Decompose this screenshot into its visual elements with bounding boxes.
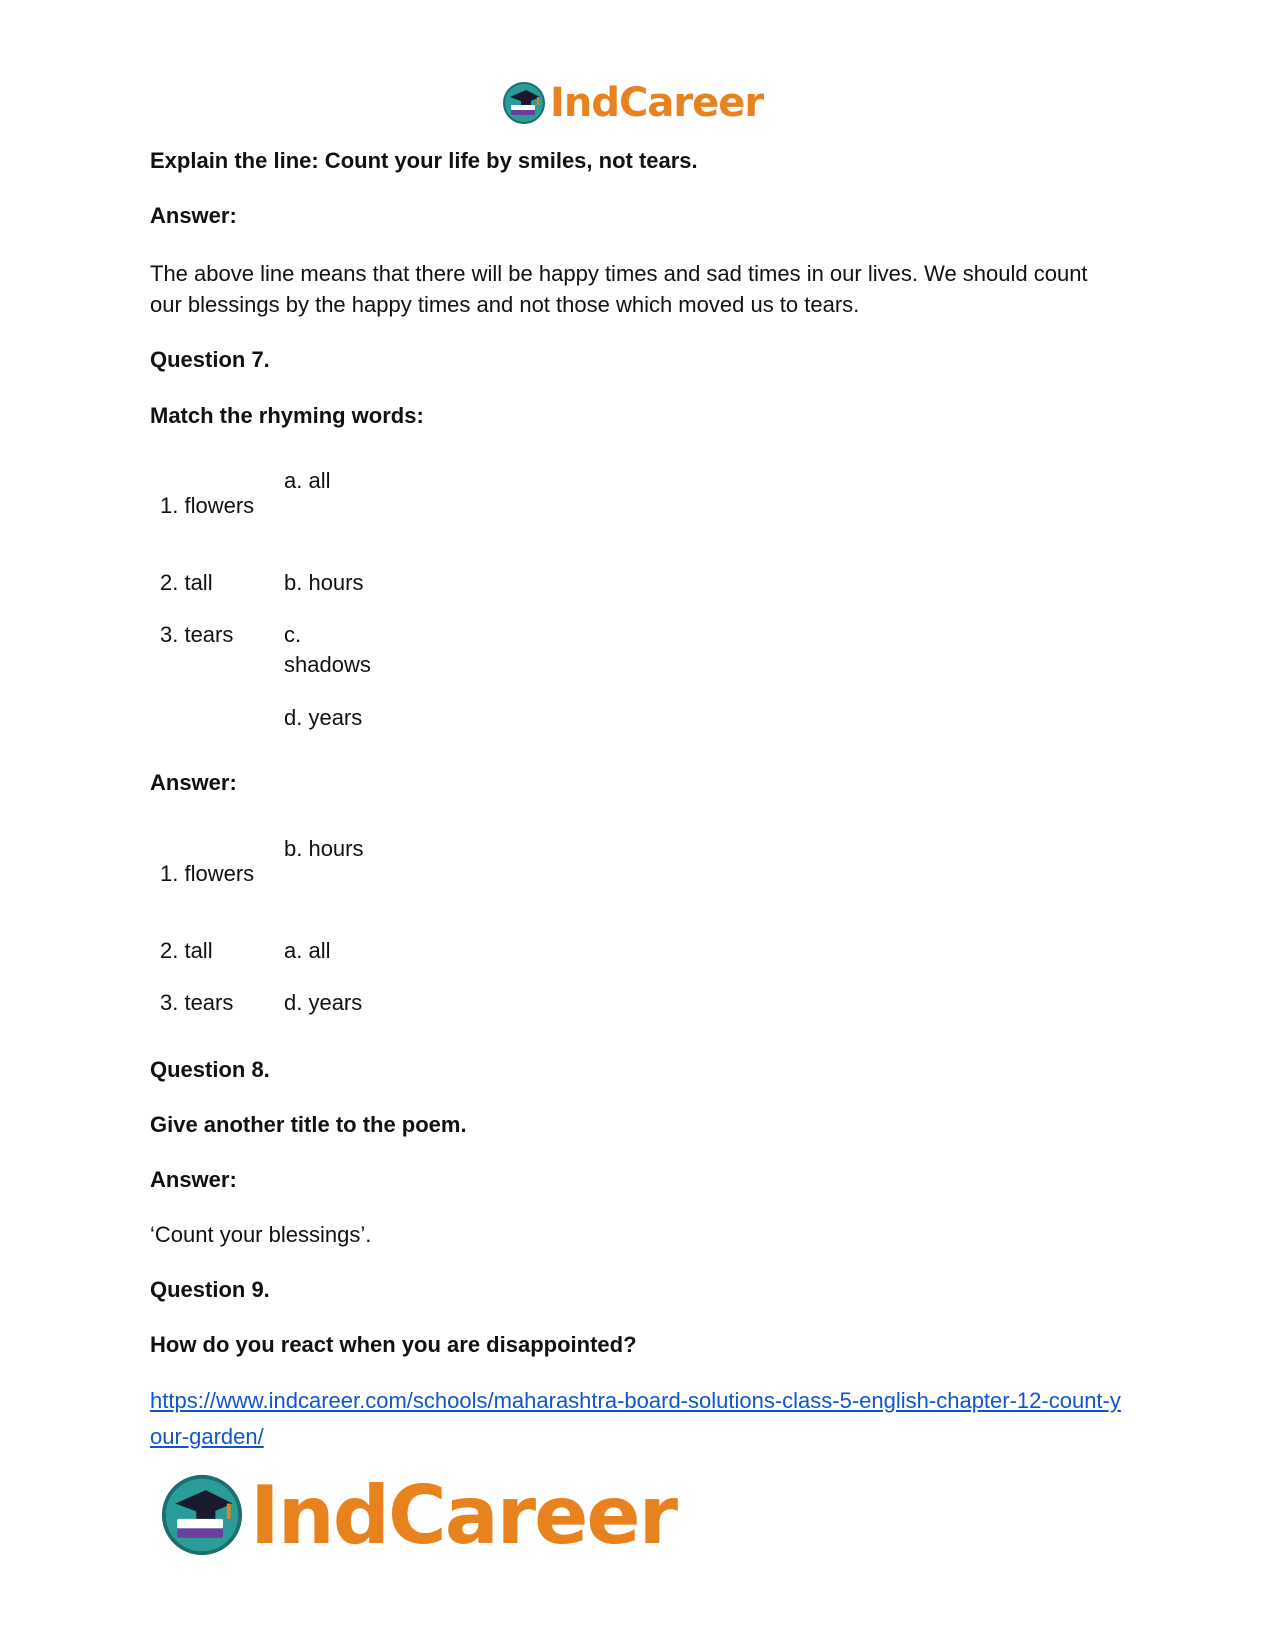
- table-cell: b. hours: [284, 570, 364, 595]
- header-logo: [502, 78, 763, 128]
- source-link[interactable]: https://www.indcareer.com/schools/maharashtra-board-solutions-class-5-english-chapter-12-count-your-garden/: [150, 1388, 1121, 1449]
- table-cell: 2. tall: [160, 938, 213, 963]
- question-prompt: Match the rhyming words:: [150, 403, 424, 428]
- table-cell: 2. tall: [160, 570, 213, 595]
- graduation-cap-book-icon: [160, 1473, 244, 1557]
- table-cell: a. all: [284, 938, 331, 963]
- graduation-cap-book-icon: [502, 81, 546, 125]
- question-prompt: How do you react when you are disappointed?: [150, 1332, 637, 1357]
- answer-text: ‘Count your blessings’.: [150, 1222, 372, 1247]
- answer-label: Answer:: [150, 770, 237, 795]
- logo-text: IndCareer: [550, 80, 764, 126]
- table-cell: 3. tears: [160, 990, 234, 1015]
- table-cell: d. years: [284, 705, 363, 730]
- question-prompt: Give another title to the poem.: [150, 1112, 467, 1137]
- logo-text: IndCareer: [250, 1468, 677, 1562]
- question-prompt: Explain the line: Count your life by smiles, not tears.: [150, 148, 698, 173]
- answer-text: The above line means that there will be happy times and sad times in our lives. We should count our blessings by the happy times and not those which moved us to tears.: [150, 261, 1088, 317]
- table-cell: 3. tears: [160, 622, 234, 647]
- table-cell: a. all: [284, 468, 331, 493]
- table-cell: c.: [284, 622, 302, 647]
- table-cell: d. years: [284, 990, 363, 1015]
- answer-label: Answer:: [150, 1167, 237, 1192]
- table-cell: shadows: [284, 652, 371, 677]
- table-cell: 1. flowers: [160, 861, 255, 886]
- answer-label: Answer:: [150, 203, 237, 228]
- table-cell: b. hours: [284, 836, 364, 861]
- question-number: Question 7.: [150, 347, 270, 372]
- footer-logo: [160, 1470, 676, 1560]
- table-cell: 1. flowers: [160, 493, 255, 518]
- question-number: Question 8.: [150, 1057, 270, 1082]
- question-number: Question 9.: [150, 1277, 270, 1302]
